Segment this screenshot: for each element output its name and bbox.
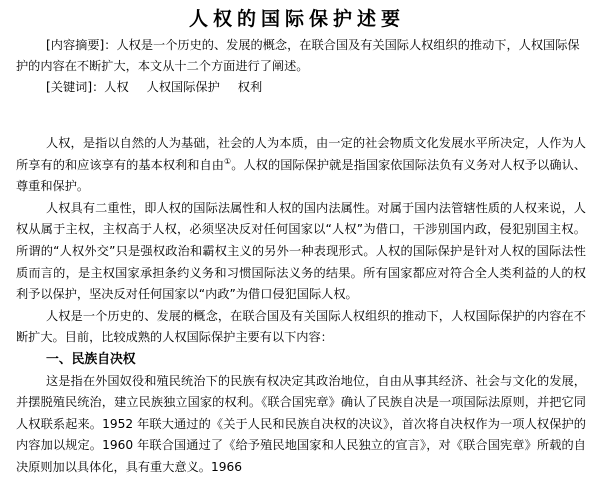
paragraph: 人权是一个历史的、发展的概念，在联合国及有关国际人权组织的推动下，人权国际保护的内容在不断扩大。目前，比较成熟的人权国际保护主要有以下内容：: [16, 308, 586, 345]
abstract: [内容摘要]：人权是一个历史的、发展的概念，在联合国及有关国际人权组织的推动下，人权国际保护的内容在不断扩大，本文从十二个方面进行了阐述。: [16, 38, 580, 73]
keywords-label: [关键词]：: [46, 80, 105, 94]
paragraph: 这是指在外国奴役和殖民统治下的民族有权决定其政治地位，自由从事其经济、社会与文化的发展，并摆脱殖民统治，建立民族独立国家的权利。《联合国宪章》确认了民族自决是一项国际法原则，并把它同人权联系起来。1952 年联大通过的《关于人民和民族自决权的决议》，首次将自决权作为一项人权保护的内容加以规定。1960 年联合国通过了《给予殖民地国家和人民独立的宣言》，对《联合国宪章》所载的自决原则加以具体化，具有重大意义。1966: [16, 373, 586, 474]
paragraph: [16, 133, 586, 198]
keyword: 人权国际保护: [146, 80, 220, 94]
paragraph-text: 人权，是指以自然的人为基础，社会的人为本质，由一定的社会物质文化发展水平所决定，人作为人所享有的和应该享有的基本权利和自由: [16, 136, 586, 172]
document-title: 人权的国际保护述要: [188, 8, 405, 30]
section-heading: 一、民族自决权: [46, 351, 136, 367]
keyword: 人权: [104, 80, 129, 94]
keywords-line: [46, 77, 280, 98]
document-body: [16, 133, 586, 479]
paragraph-text: 。人权的国际保护就是指国家依国际法负有义务对人权予以确认、尊重和保护。: [16, 157, 587, 194]
keyword: 权利: [237, 80, 263, 94]
paragraph: 人权具有二重性，即人权的国际法属性和人权的国内法属性。对属于国内法管辖性质的人权来说，人权从属于主权，主权高于人权，必须坚决反对任何国家以“人权”为借口，干涉别国内政，侵犯别国主权。所谓的“人权外交”只是强权政治和霸权主义的另外一种表现形式。人权的国际保护是针对人权的国际法性质而言的，是主权国家承担条约义务和习惯国际法义务的结果。所有国家都应对符合全人类利益的人的权利予以保护，坚决反对任何国家以“内政”为借口侵犯国际人权。: [16, 200, 586, 302]
footnote-marker[interactable]: ①: [224, 156, 232, 166]
